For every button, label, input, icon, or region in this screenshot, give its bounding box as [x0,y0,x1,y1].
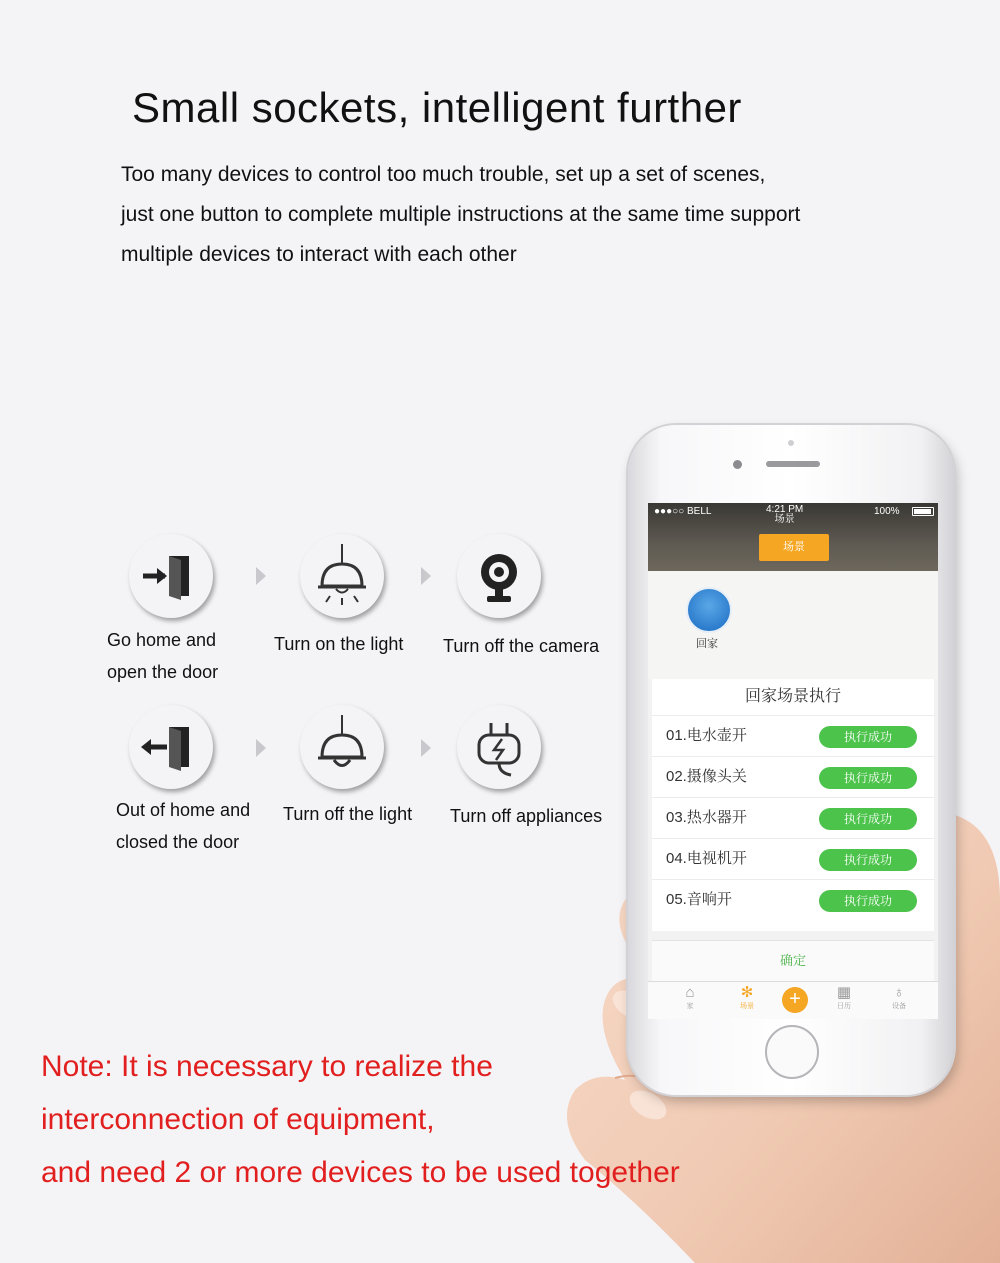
subtitle-line: multiple devices to interact with each other [121,243,517,266]
phone-front-camera [733,460,742,469]
status-bar [648,503,938,571]
flow-step-label: Out of home and closed the door [116,800,251,852]
device-action-label: 04.电视机开 [666,850,747,867]
tab-calendar[interactable]: ▦ 日历 [836,984,852,1010]
flow-step-label: Turn off appliances [450,806,603,826]
subtitle-line: just one button to complete multiple instructions at the same time support [121,203,801,226]
flow-arrow-icon [421,739,431,757]
note-text: Note: It is necessary to realize the interconnection of equipment, and need 2 or more devices to be used together [41,1050,680,1189]
list-item [652,797,934,839]
battery-icon [912,507,934,516]
page-subtitle [121,155,921,275]
subtitle-line: Too many devices to control too much trouble, set up a set of scenes, [121,163,766,186]
flow-arrow-icon [256,739,266,757]
flow-step-label: Go home and open the door [107,630,219,682]
phone-speaker [766,461,820,467]
device-action-label: 02.摄像头关 [666,768,747,785]
home-icon: ⌂ [685,984,695,1001]
device-action-label: 05.音响开 [666,891,732,908]
phone-sensor [788,440,794,446]
list-item [652,715,934,757]
flow-arrow-icon [256,567,266,585]
door-exit-icon [129,705,213,789]
carrier-label: ●●●○○ BELL [654,506,712,517]
scene-icon: ✻ [740,984,754,1001]
light-off-icon [300,705,384,789]
door-enter-icon [129,534,213,618]
device-action-label: 01.电水壶开 [666,727,747,744]
smartphone [628,425,954,1095]
list-item [652,838,934,880]
scene-list [648,571,938,679]
status-badge: 执行成功 [819,726,917,748]
status-time: 4:21 PM 场景 [766,504,804,525]
list-item [652,756,934,798]
tab-scene[interactable]: ✻ 场景 [740,984,754,1010]
confirm-button[interactable]: 确定 [652,940,934,981]
light-on-icon [300,534,384,618]
scene-execution-dialog [652,679,934,931]
list-item [652,879,934,921]
tab-device[interactable]: ♁ 设备 [892,984,906,1010]
tab-home[interactable]: ⌂ 家 [670,984,710,1012]
flow-step-label: Turn off the light [283,804,413,824]
add-button[interactable]: + [782,987,808,1013]
status-badge: 执行成功 [819,808,917,830]
status-badge: 执行成功 [819,849,917,871]
status-badge: 执行成功 [819,890,917,912]
scene-tab-button[interactable]: 场景 [759,534,829,561]
page-title: Small sockets, intelligent further [132,84,742,131]
device-icon: ♁ [893,984,905,1001]
flow-step-label: Turn off the camera [443,636,600,656]
dialog-title: 回家场景执行 [744,688,841,705]
phone-home-button[interactable] [765,1025,819,1079]
plug-icon [457,705,541,789]
home-scene-label: 回家 [696,638,718,650]
flow-arrow-icon [421,567,431,585]
home-scene-icon[interactable] [686,587,732,633]
flow-step-label: Turn on the light [274,634,404,654]
phone-screen [648,503,938,1019]
camera-icon [457,534,541,618]
calendar-icon: ▦ [836,984,852,1001]
status-badge: 执行成功 [819,767,917,789]
battery-label: 100% [874,506,900,517]
device-action-label: 03.热水器开 [666,809,747,826]
tab-bar [648,981,938,1019]
